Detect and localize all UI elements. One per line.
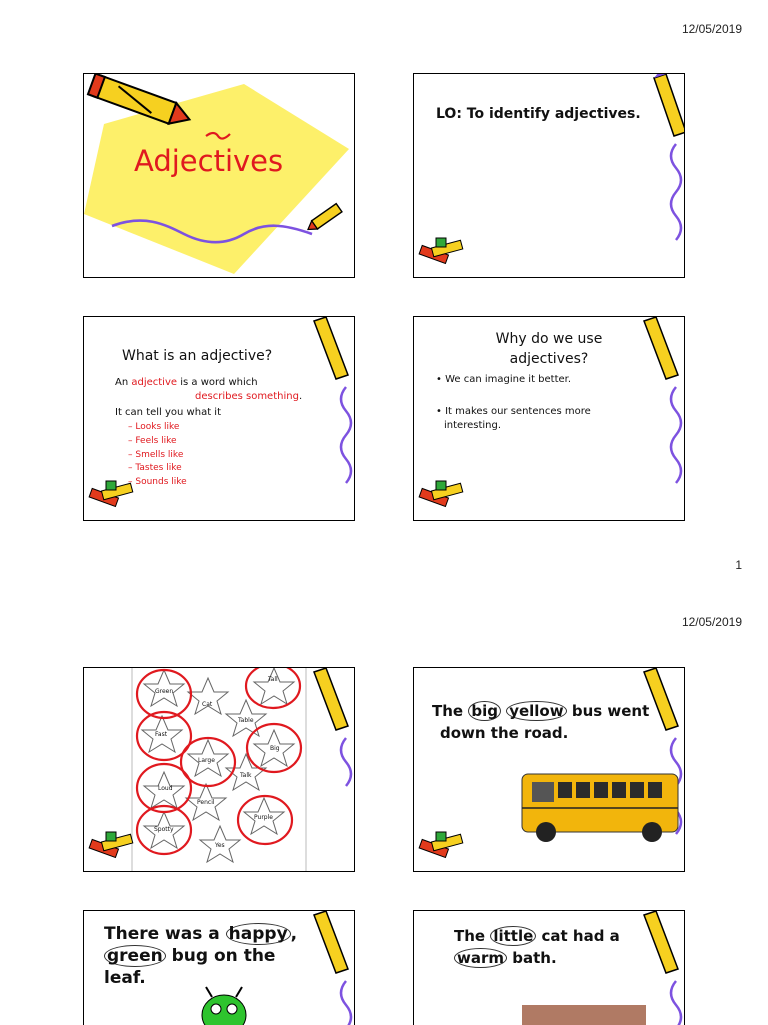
- slide-what-is-adjective[interactable]: [83, 316, 355, 521]
- pencil-bundle-icon: [89, 832, 133, 857]
- cat-sentence: [454, 925, 620, 969]
- def-pre: An: [115, 377, 132, 388]
- bullet-item: • It makes our sentences more interesting.: [436, 406, 591, 431]
- word: leaf.: [104, 968, 146, 988]
- bus-sentence: [432, 700, 649, 744]
- purple-wave: [671, 144, 681, 240]
- star-shape: [254, 668, 294, 704]
- purple-wave: [341, 981, 351, 1025]
- list-item: – Feels like: [128, 435, 177, 446]
- slide5-decoration: [84, 668, 354, 871]
- circled-adjective: yellow: [506, 701, 566, 721]
- star-word: Talk: [240, 772, 252, 779]
- circled-adjective: happy: [226, 923, 291, 945]
- circled-adjective: little: [490, 926, 536, 946]
- def-keyword: adjective: [131, 377, 178, 388]
- star-word: Purple: [254, 814, 273, 821]
- slide-title-adjectives[interactable]: [83, 73, 355, 278]
- page-date: 12/05/2019: [681, 22, 742, 36]
- bullet-text: We can imagine it better.: [445, 374, 572, 385]
- purple-wave: [341, 738, 351, 786]
- slide2-decoration: [414, 74, 684, 277]
- bullet-item: • We can imagine it better.: [436, 374, 572, 385]
- word: There was a: [104, 924, 220, 944]
- star-word: Fast: [155, 731, 168, 738]
- word: bug on the: [171, 946, 276, 966]
- star-word: Large: [198, 757, 215, 764]
- purple-wave: [341, 387, 351, 483]
- list-item: – Looks like: [128, 422, 180, 432]
- list-item: – Smells like: [128, 449, 184, 460]
- page-number: 1: [735, 558, 742, 572]
- star-word: Green: [155, 688, 174, 695]
- def-line2-end: .: [298, 391, 303, 402]
- heading-line1: Why do we use: [495, 331, 603, 347]
- word: down the road: [440, 724, 563, 742]
- pencil-bundle-icon: [89, 481, 133, 506]
- pencil-bundle-icon: [419, 238, 463, 263]
- crayon-icon: [314, 668, 348, 730]
- slide-learning-objective[interactable]: [413, 73, 685, 278]
- list-item: – Sounds like: [128, 477, 187, 488]
- slide-star-words[interactable]: [83, 667, 355, 872]
- star-word: Yes: [215, 842, 225, 849]
- objective-text: LO: To identify adjectives.: [436, 106, 641, 122]
- yellow-burst-shape: [84, 84, 349, 274]
- circled-adjective: big: [468, 701, 501, 721]
- cat-photo-image: [522, 1005, 646, 1025]
- slide-bug-sentence[interactable]: [83, 910, 355, 1025]
- word: .: [562, 724, 569, 742]
- word: The: [432, 702, 464, 720]
- sense-list: [128, 421, 187, 490]
- word: ,: [290, 924, 298, 944]
- list-item: – Tastes like: [128, 463, 182, 474]
- star-word: Loud: [158, 785, 173, 792]
- word: bath.: [512, 949, 557, 967]
- star-word: Spotty: [154, 826, 174, 833]
- purple-wave: [671, 387, 681, 483]
- bullet-text: It makes our sentences more: [445, 406, 591, 417]
- slide6-decoration: [414, 668, 684, 871]
- slide-title: Adjectives: [134, 144, 284, 178]
- purple-wave: [671, 981, 681, 1025]
- slide-why-adjectives[interactable]: [413, 316, 685, 521]
- circled-adjective: green: [104, 945, 166, 967]
- tell-text: It can tell you what it: [115, 407, 221, 418]
- green-bug-image: [202, 987, 246, 1025]
- word: The: [454, 927, 486, 945]
- star-word: Tall: [268, 676, 278, 683]
- crayon-icon: [314, 911, 348, 973]
- star-shape: [188, 678, 228, 714]
- slide-heading: What is an adjective?: [122, 348, 273, 364]
- slide-bus-sentence[interactable]: [413, 667, 685, 872]
- bullet-text-cont: interesting.: [444, 420, 502, 431]
- crayon-icon: [644, 911, 678, 973]
- small-pencil-icon: [305, 204, 342, 234]
- slide-cat-sentence[interactable]: [413, 910, 685, 1025]
- slide-heading: [414, 329, 684, 369]
- word: bus went: [571, 702, 650, 720]
- circled-adjective: warm: [454, 948, 507, 968]
- def-post: is a word which: [177, 377, 258, 388]
- pencil-bundle-icon: [419, 832, 463, 857]
- word: cat had a: [541, 927, 620, 945]
- pencil-bundle-icon: [419, 481, 463, 506]
- heading-line2: adjectives?: [509, 351, 589, 367]
- star-word: Pencil: [197, 799, 215, 806]
- def-line2: describes something: [195, 391, 299, 402]
- star-word: Table: [238, 717, 254, 724]
- bug-sentence: [104, 923, 297, 989]
- crayon-icon: [314, 317, 348, 379]
- star-word: Cat: [202, 701, 213, 708]
- definition-text: [115, 376, 335, 404]
- star-word: Big: [270, 745, 280, 752]
- crayon-icon: [654, 74, 684, 136]
- page-date-2: 12/05/2019: [681, 615, 742, 629]
- school-bus-image: [522, 774, 678, 842]
